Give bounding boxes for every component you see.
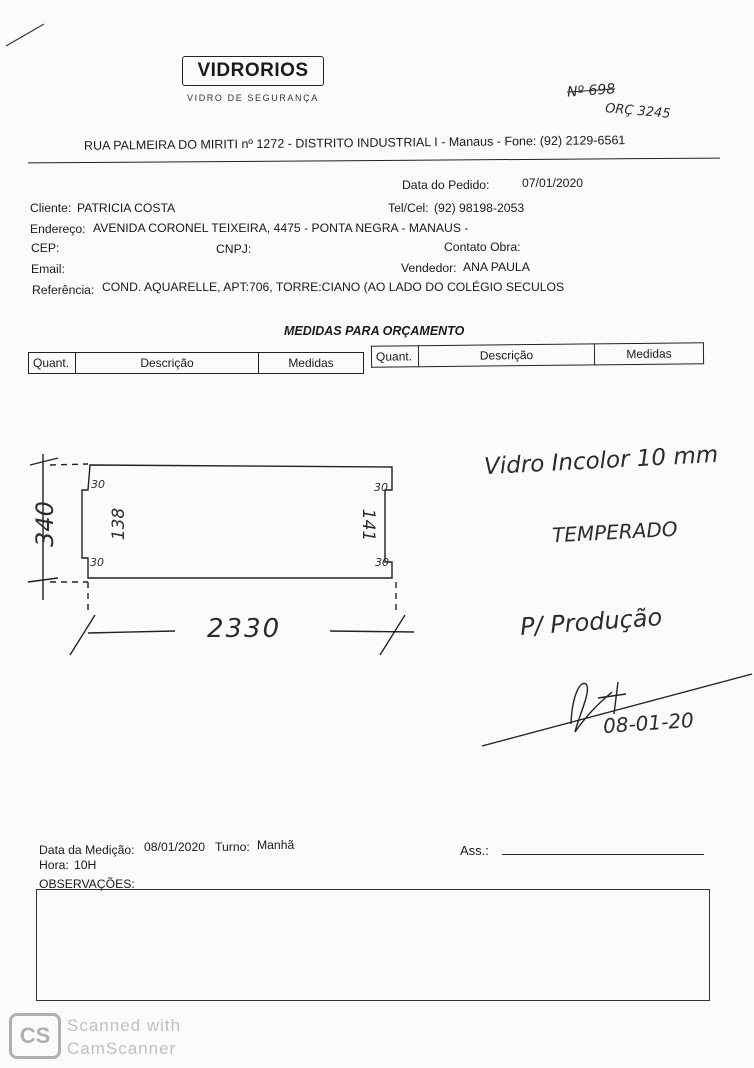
seller-value: ANA PAULA bbox=[463, 260, 530, 274]
address-label: Endereço: bbox=[30, 222, 86, 236]
sketch-corner-br: 30 bbox=[375, 556, 389, 569]
phone-label: Tel/Cel: bbox=[388, 201, 429, 215]
order-date-value: 07/01/2020 bbox=[522, 176, 583, 190]
measures-title: MEDIDAS PARA ORÇAMENTO bbox=[284, 324, 465, 338]
note-production: P/ Produção bbox=[519, 603, 664, 641]
measure-date-value: 08/01/2020 bbox=[144, 840, 205, 854]
measure-date-label: Data da Medição: bbox=[39, 843, 135, 857]
shift-value: Manhã bbox=[257, 838, 295, 852]
seller-label: Vendedor: bbox=[401, 261, 457, 275]
col-medidas: Medidas bbox=[259, 353, 364, 374]
cnpj-label: CNPJ: bbox=[216, 242, 252, 256]
watermark-line1: Scanned with bbox=[67, 1016, 182, 1035]
sketch-corner-tl: 30 bbox=[91, 478, 105, 491]
reference-value: COND. AQUARELLE, APT:706, TORRE:CIANO (AO LADO DO COLÉGIO SECULOS bbox=[102, 280, 565, 294]
col-medidas: Medidas bbox=[594, 343, 703, 365]
order-number: Nº 698 bbox=[566, 81, 616, 101]
note-glass-type: Vidro Incolor 10 mm bbox=[483, 441, 719, 481]
col-descricao: Descrição bbox=[418, 344, 594, 367]
sketch-height-total: 340 bbox=[30, 501, 59, 547]
stray-pen-mark bbox=[0, 0, 60, 60]
client-label: Cliente: bbox=[30, 201, 72, 215]
measures-table-left bbox=[28, 352, 364, 374]
hour-value: 10H bbox=[74, 858, 97, 872]
sketch-corner-tr: 30 bbox=[374, 481, 388, 494]
contato-obra-label: Contato Obra: bbox=[444, 240, 521, 254]
signature-line bbox=[502, 854, 704, 855]
signature bbox=[476, 664, 754, 754]
col-quant: Quant. bbox=[29, 353, 76, 374]
note-tempered: TEMPERADO bbox=[551, 516, 679, 548]
sketch-right-inner: 141 bbox=[358, 508, 379, 542]
camscanner-watermark bbox=[67, 1014, 181, 1060]
address-value: AVENIDA CORONEL TEIXEIRA, 4475 - PONTA NEGRA - MANAUS - bbox=[93, 221, 469, 235]
reference-label: Referência: bbox=[32, 283, 95, 297]
orc-number: ORÇ 3245 bbox=[604, 101, 672, 122]
company-logo-subtitle: VIDRO DE SEGURANÇA bbox=[187, 93, 319, 103]
company-address: RUA PALMEIRA DO MIRITI nº 1272 - DISTRITO INDUSTRIAL I - Manaus - Fone: (92) 2129-6561 bbox=[83, 133, 626, 153]
col-quant: Quant. bbox=[371, 346, 418, 367]
col-descricao: Descrição bbox=[76, 353, 259, 374]
shift-label: Turno: bbox=[215, 840, 250, 854]
header-divider bbox=[28, 158, 720, 164]
company-logo: VIDRORIOS bbox=[182, 56, 324, 86]
note-date: 08-01-20 bbox=[602, 707, 695, 739]
signature-label: Ass.: bbox=[460, 843, 489, 858]
email-label: Email: bbox=[31, 262, 65, 276]
sketch-corner-bl: 30 bbox=[90, 556, 104, 569]
camscanner-logo: CS bbox=[9, 1013, 61, 1059]
client-name: PATRICIA COSTA bbox=[77, 201, 176, 215]
cep-label: CEP: bbox=[31, 241, 60, 255]
sketch-left-inner: 138 bbox=[109, 507, 130, 541]
order-date-label: Data do Pedido: bbox=[402, 178, 490, 192]
sketch-width: 2330 bbox=[207, 614, 282, 644]
hour-label: Hora: bbox=[39, 858, 69, 872]
watermark-line2: CamScanner bbox=[67, 1039, 177, 1058]
measures-table-right bbox=[371, 342, 704, 367]
phone-value: (92) 98198-2053 bbox=[434, 201, 525, 215]
observations-label: OBSERVAÇÕES: bbox=[39, 877, 135, 891]
observations-box bbox=[36, 889, 710, 1001]
